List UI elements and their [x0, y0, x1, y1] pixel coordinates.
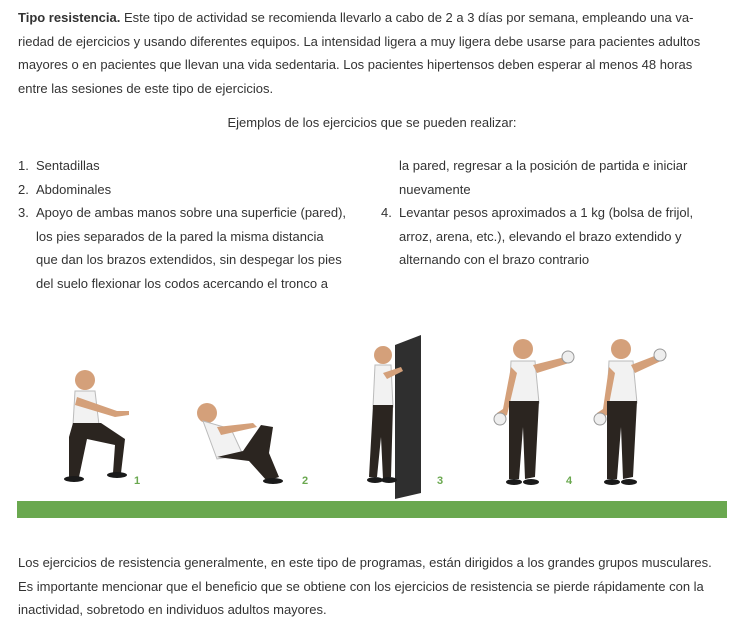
- figure-label-2: 2: [302, 475, 309, 487]
- figure-label-4: 4: [566, 475, 573, 487]
- intro-bold-lead: Tipo resistencia.: [18, 10, 121, 25]
- arm-raise-figure-b: [594, 339, 666, 485]
- list-text: la pared, regresar a la posición de partida e iniciar: [399, 158, 688, 173]
- intro-line: mayores o en pacientes que llevan una vida sedentaria. Los pacientes hipertensos deben esperar al menos 48 horas: [18, 57, 693, 72]
- list-text: arroz, arena, etc.), elevando el brazo extendido y: [399, 228, 682, 244]
- closing-line: inactividad, sobretodo en individuos adultos mayores.: [18, 602, 327, 617]
- list-text: del suelo flexionar los codos acercando el tronco a: [36, 275, 328, 291]
- ground-strip: [17, 501, 727, 518]
- list-number: 1.: [18, 158, 29, 173]
- list-item-continuation: [381, 154, 726, 201]
- situp-figure: [197, 403, 283, 484]
- list-text: que dan los brazos extendidos, sin despegar los pies: [36, 252, 342, 267]
- figure-label-1: 1: [134, 475, 141, 487]
- list-item: [381, 201, 726, 272]
- list-text: Levantar pesos aproximados a 1 kg (bolsa de frijol,: [399, 205, 694, 220]
- list-item: [18, 201, 368, 295]
- list-number: 4.: [381, 205, 392, 220]
- list-number: 2.: [18, 181, 29, 197]
- list-item: [18, 178, 368, 202]
- examples-heading: Ejemplos de los ejercicios que se pueden realizar:: [227, 115, 517, 130]
- exercise-figures-svg: [17, 327, 727, 518]
- list-text: Abdominales: [36, 181, 112, 197]
- intro-line: Este tipo de actividad se recomienda llevarlo a cabo de 2 a 3 días por semana, empleando una va-: [120, 10, 694, 25]
- closing-line: Es importante mencionar que el beneficio que se obtiene con los ejercicios de resistencia se pierde rápidamente con la: [18, 578, 704, 594]
- list-text: Sentadillas: [36, 158, 100, 173]
- list-text: alternando con el brazo contrario: [399, 252, 590, 267]
- list-text: Apoyo de ambas manos sobre una superficie (pared),: [36, 205, 347, 220]
- intro-line: entre las sesiones de este tipo de ejercicios.: [18, 80, 274, 96]
- closing-paragraph: [18, 551, 724, 622]
- figure-label-3: 3: [437, 475, 444, 487]
- exercise-list-right: [381, 154, 726, 272]
- list-text: nuevamente: [399, 181, 471, 197]
- arm-raise-figure-a: [494, 339, 574, 485]
- squat-figure: [64, 370, 129, 482]
- wall-push-figure: [367, 335, 421, 499]
- exercise-list-left: [18, 154, 368, 295]
- exercise-illustration: [17, 327, 727, 518]
- list-number: 3.: [18, 205, 29, 220]
- list-text: los pies separados de la pared la misma distancia: [36, 228, 324, 244]
- intro-line: riedad de ejercicios y usando diferentes equipos. La intensidad ligera a muy ligera debe usarse para pacientes adultos: [18, 33, 701, 49]
- intro-paragraph: [18, 6, 724, 100]
- list-item: [18, 154, 368, 178]
- closing-line: Los ejercicios de resistencia generalmente, en este tipo de programas, están dirigidos a los grandes grupos musculares.: [18, 555, 712, 570]
